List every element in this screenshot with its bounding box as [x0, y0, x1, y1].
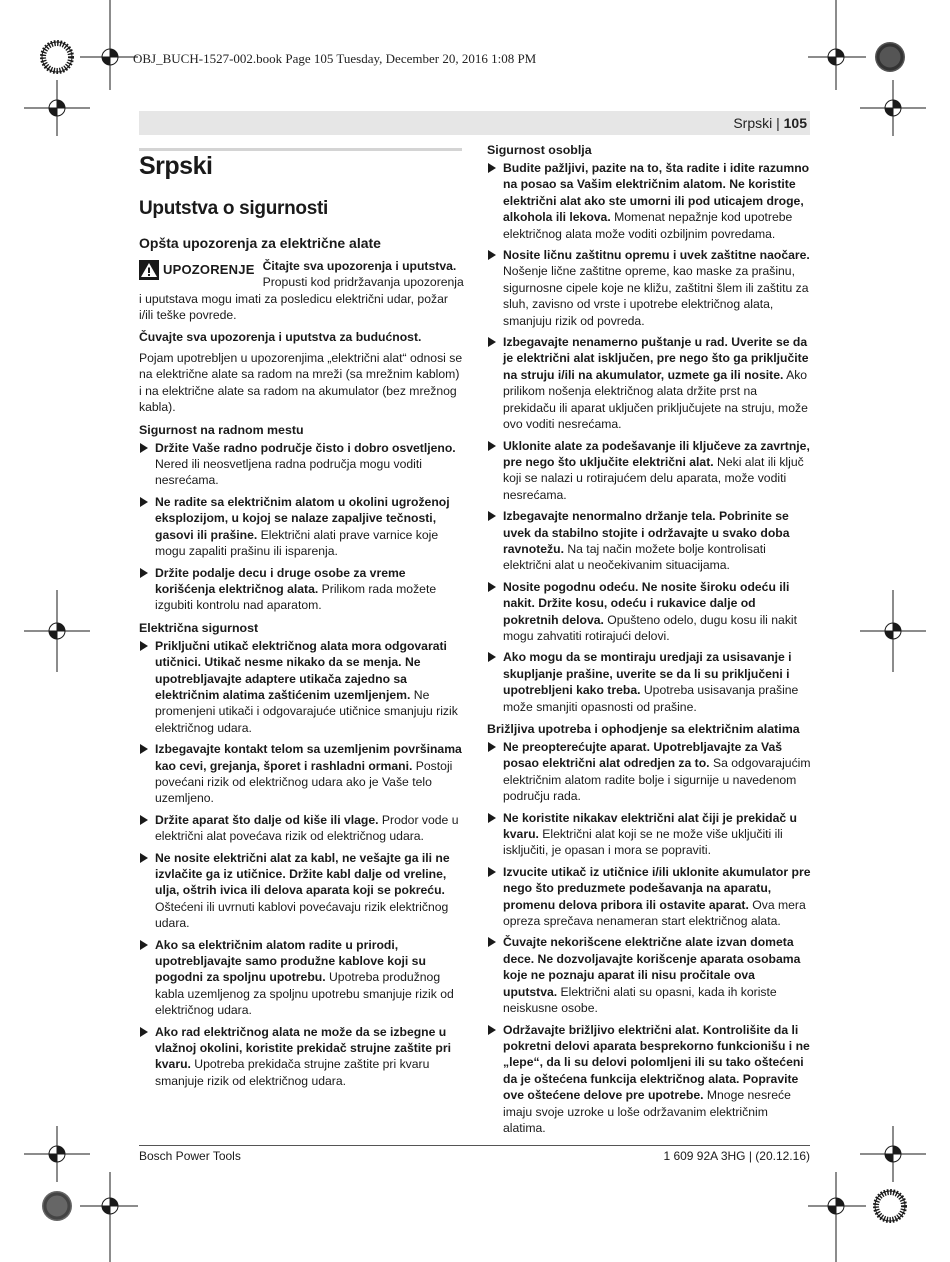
safety-item	[487, 247, 812, 329]
bullet-arrow-icon	[140, 641, 148, 651]
safety-item	[487, 934, 812, 1016]
item-text: Neki alat ili ključ koji se nalazi u rotirajućem delu aparata, može voditi nesrećama.	[503, 454, 804, 502]
item-text: Mnoge nesreće imaju svoje uzroke u loše održavanim električnim alatima.	[503, 1088, 791, 1135]
safety-list	[139, 638, 464, 1090]
item-bold-text: Držite podalje decu i druge osobe za vreme korišćenja električnog alata.	[155, 565, 406, 596]
item-text: Oštećeni ili uvrnuti kablovi povećavaju rizik električnog udara.	[155, 899, 449, 931]
bullet-arrow-icon	[140, 853, 148, 863]
safety-item	[487, 508, 812, 574]
safety-item	[139, 494, 464, 560]
page-number: 105	[783, 115, 807, 131]
item-text: Ova mera opreza sprečava nenameran start električnog alata.	[503, 897, 806, 929]
item-text: Upotreba produžnog kabla uzemljenog za spoljnu upotrebu smanjuje rizik od električnog udara.	[155, 970, 454, 1018]
item-bold-text: Izvucite utikač iz utičnice i/ili uklonite akumulator pre nego što preduzmete podešavanja na aparatu, promenu delova pribora ili ostavite aparat.	[503, 864, 811, 912]
item-text: Električni alat koji se ne može više uključiti ili isključiti, je opasan i mora se popraviti.	[503, 827, 783, 858]
item-bold-text: Držite Vaše radno područje čisto i dobro osvetljeno.	[155, 440, 456, 455]
bullet-arrow-icon	[488, 742, 496, 752]
item-text: Momenat nepažnje kod upotrebe električnog alata može voditi ozbiljnim povredama.	[503, 210, 793, 241]
safety-item	[139, 638, 464, 736]
safety-item	[487, 649, 812, 715]
page-reference: Srpski | 105	[733, 115, 807, 131]
safety-item	[487, 810, 812, 859]
header-language: Srpski	[733, 115, 773, 131]
bullet-arrow-icon	[140, 443, 148, 453]
item-bold-text: Ne radite sa električnim alatom u okolini ugroženoj eksplozijom, u kojoj se nalaze zapaljive tečnosti, gasovi ili prašine.	[155, 494, 450, 542]
section-heading: Brižljiva upotreba i ophodjenje sa električnim alatima	[487, 722, 800, 736]
page-header-bar	[139, 111, 810, 135]
safety-list	[487, 739, 812, 1136]
item-bold-text: Održavajte brižljivo električni alat. Kontrolišite da li pokretni delovi aparata besprekorno funkcionišu i ne „lepe“, da li su delovi polomljeni ili su tako oštećeni da je oštećena funkcija električnog alata. Popravite ove oštećene delove pre upotrebe.	[503, 1022, 810, 1103]
bullet-arrow-icon	[488, 1025, 496, 1035]
print-header: OBJ_BUCH-1527-002.book Page 105 Tuesday, December 20, 2016 1:08 PM	[133, 51, 537, 66]
item-text: Prodor vode u električni alat povećava rizik od električnog udara.	[155, 812, 459, 844]
section-heading: Sigurnost na radnom mestu	[139, 422, 304, 437]
safety-item	[139, 812, 464, 845]
item-bold-text: Nosite pogodnu odeću. Ne nosite široku odeću ili nakit. Držite kosu, odeću i rukavice dalje od pokretnih delova.	[503, 579, 790, 627]
bullet-arrow-icon	[488, 937, 496, 947]
item-text: Postoji povećani rizik od električnog udara ako je Vaše telo uzemljeno.	[155, 758, 453, 806]
safety-item	[139, 565, 464, 614]
item-text: Ne promenjeni utikači i odgovarajuće utičnice smanjuju rizik električnog udara.	[155, 687, 458, 735]
item-text: Upotreba usisavanja prašine može smanjiti opasnosti od prašine.	[503, 683, 799, 714]
item-bold-text: Priključni utikač električnog alata mora odgovarati utičnici. Utikač nesme nikako da se menja. Ne upotrebljavajte adaptere utikača zajedno sa električnim alatima zaštićenim uzemljenjem.	[155, 638, 447, 702]
item-bold-text: Čuvajte nekorišcene električne alate izvan dometa dece. Ne dozvoljavajte korišcenje aparata osobama koje ne poznaju aparat ili nisu pročitale ova uputstva.	[503, 935, 801, 999]
bullet-arrow-icon	[140, 497, 148, 507]
safety-item	[487, 438, 812, 504]
safety-item	[487, 579, 812, 645]
item-text: Upotreba prekidača strujne zaštite pri kvaru smanjuje rizik od električnog udara.	[155, 1057, 430, 1088]
safety-item	[487, 739, 812, 805]
bullet-arrow-icon	[140, 815, 148, 825]
item-bold-text: Ne nosite električni alat za kabl, ne vešajte ga ili ne izvlačite ga iz utičnice. Držite kabl dalje od vreline, ulja, oštrih ivica ili delova aparata koji se pokreću.	[155, 850, 450, 898]
bullet-arrow-icon	[488, 441, 496, 451]
warning-paragraph	[139, 258, 464, 324]
safety-item	[487, 334, 812, 432]
safety-item	[487, 160, 812, 242]
warning-text: Propusti kod pridržavanja upozorenja i uputstava mogu imati za posledicu električni udar, požar i/ili teške povrede.	[139, 275, 464, 323]
left-column	[139, 152, 464, 1094]
item-bold-text: Ne koristite nikakav električni alat čiji je prekidač u kvaru.	[503, 810, 797, 842]
bullet-arrow-icon	[488, 511, 496, 521]
section-title: Uputstva o sigurnosti	[139, 198, 328, 219]
title-rule	[139, 148, 462, 151]
item-bold-text: Izbegavajte kontakt telom sa uzemljenim površinama kao cevi, grejanja, šporet i rashladni ormani.	[155, 742, 462, 773]
safety-list	[139, 440, 464, 614]
bullet-arrow-icon	[488, 652, 496, 662]
item-text: Ako prilikom nošenja električnog alata držite prst na prekidaču ili aparat uključen priključujete na struju, može ovo voditi nesrećama.	[503, 367, 808, 432]
section-heading: Električna sigurnost	[139, 620, 259, 635]
item-bold-text: Budite pažljivi, pazite na to, šta radite i idite razumno na posao sa Vašim električnim alatom. Ne koristite električni alat ako ste umorni ili pod uticajem droge, alkohola ili lekova.	[503, 161, 810, 225]
power-tool-definition: Pojam upotrebljen u upozorenjima „električni alat“ odnosi se na električne alate sa radom na mreži (sa mrežnim kablom) i na električne alate sa radom na akumulator (bez mrežnog kabla).	[139, 351, 463, 415]
bullet-arrow-icon	[488, 582, 496, 592]
item-bold-text: Držite aparat što dalje od kiše ili vlage.	[155, 812, 379, 827]
item-bold-text: Ako sa električnim alatom radite u prirodi, upotrebljavajte samo produžne kablove koji su pogodni za spoljnu upotrebu.	[155, 937, 426, 985]
safety-item	[139, 850, 464, 932]
footer-doc-id: 1 609 92A 3HG | (20.12.16)	[663, 1149, 810, 1163]
item-bold-text: Ne preopterećujte aparat. Upotrebljavajte za Vaš posao električni alat odredjen za to.	[503, 740, 783, 771]
bullet-arrow-icon	[140, 568, 148, 578]
warning-label: UPOZORENJE	[163, 261, 255, 277]
warning-badge	[139, 260, 255, 280]
item-bold-text: Nosite ličnu zaštitnu opremu i uvek zaštitne naočare.	[503, 248, 810, 263]
item-text: Nošenje lične zaštitne opreme, kao maske za prašinu, sigurnosne cipele koje ne kližu, zaštitni šlem ili zaštitu za sluh, zavisno od vrste i upotrebe električnog alata, smanjuju rizik od povreda.	[503, 264, 809, 328]
item-bold-text: Uklonite alate za podešavanje ili ključeve za zavrtnje, pre nego što uključite električni alat.	[503, 438, 810, 469]
safety-item	[139, 1024, 464, 1090]
item-bold-text: Izbegavajte nenormalno držanje tela. Pobrinite se uvek da stabilno stojite i održavajte u svako doba ravnotežu.	[503, 509, 790, 556]
footer-brand: Bosch Power Tools	[139, 1149, 241, 1163]
item-text: Opušteno odelo, dugu kosu ili nakit mogu zahvatiti rotirajući delovi.	[503, 612, 798, 643]
safety-item	[139, 741, 464, 807]
left-sections	[139, 422, 464, 1090]
bullet-arrow-icon	[488, 813, 496, 823]
bullet-arrow-icon	[488, 163, 496, 173]
bullet-arrow-icon	[488, 250, 496, 260]
right-sections	[487, 142, 812, 1136]
bullet-arrow-icon	[488, 337, 496, 347]
item-bold-text: Ako rad električnog alata ne može da se izbegne u vlažnoj okolini, koristite prekidač strujne zaštite pri kvaru.	[155, 1024, 451, 1072]
keep-instructions-note: Čuvajte sva upozorenja i uputstva za budućnost.	[139, 329, 422, 344]
safety-item	[487, 864, 812, 930]
bullet-arrow-icon	[140, 744, 148, 754]
item-bold-text: Izbegavajte nenamerno puštanje u rad. Uverite se da je električni alat isključen, pre nego što ga priključite na struju i/ili na akumulator, uzmete ga ili nosite.	[503, 335, 809, 382]
bullet-arrow-icon	[140, 940, 148, 950]
footer-rule	[139, 1145, 810, 1146]
general-warnings-heading: Opšta upozorenja za električne alate	[139, 235, 381, 251]
item-text: Na taj način možete bolje kontrolisati električni alat u neočekivanim situacijama.	[503, 541, 766, 573]
item-text: Nered ili neosvetljena radna područja mogu voditi nesrećama.	[155, 457, 422, 488]
warning-triangle-icon	[139, 260, 159, 280]
item-text: Električni alati prave varnice koje mogu zapaliti prašinu ili isparenja.	[155, 527, 439, 559]
safety-item	[139, 440, 464, 489]
item-text: Sa odgovarajućim električnim alatom radite bolje i sigurnije u navedenom području rada.	[503, 756, 811, 804]
warning-bold: Čitajte sva upozorenja i uputstva.	[262, 259, 457, 273]
safety-item	[139, 937, 464, 1019]
item-text: Prilikom rada možete izgubiti kontrolu nad aparatom.	[155, 581, 437, 613]
bullet-arrow-icon	[488, 867, 496, 877]
item-text: Električni alati su opasni, kada ih koriste neiskusne osobe.	[503, 984, 777, 1016]
bullet-arrow-icon	[140, 1027, 148, 1037]
safety-item	[487, 1022, 812, 1137]
page-title: Srpski	[139, 152, 213, 180]
right-column	[487, 142, 812, 1141]
section-heading: Sigurnost osoblja	[487, 143, 592, 157]
safety-list	[487, 160, 812, 715]
item-bold-text: Ako mogu da se montiraju uredjaji za usisavanje i skupljanje prašine, uverite se da li su priključeni i upotrebljeni kako treba.	[503, 650, 792, 698]
